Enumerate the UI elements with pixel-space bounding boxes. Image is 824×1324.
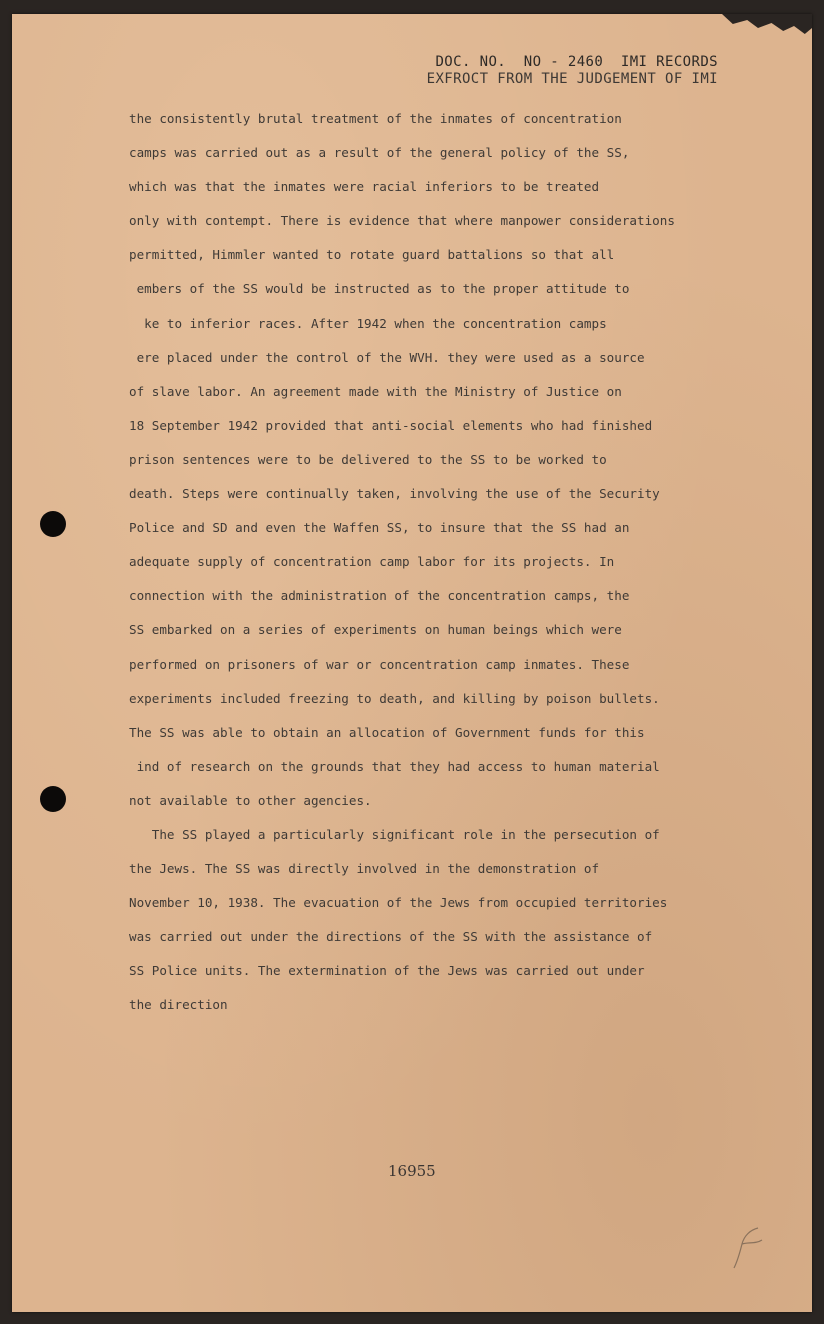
text-line: connection with the administration of the concentration camps, the [129,588,630,604]
pencil-mark-icon [728,1222,768,1272]
text-line: death. Steps were continually taken, involving the use of the Security [129,486,660,502]
text-line: ind of research on the grounds that they had access to human material [129,758,660,774]
text-line: ke to inferior races. After 1942 when the concentration camps [129,315,607,331]
text-line: SS embarked on a series of experiments on human beings which were [129,622,622,638]
text-line: SS Police units. The extermination of the Jews was carried out under [129,963,645,979]
text-line: adequate supply of concentration camp labor for its projects. In [129,554,615,570]
text-line: not available to other agencies. [129,792,372,808]
text-line: November 10, 1938. The evacuation of the Jews from occupied territories [129,895,668,911]
text-line: of slave labor. An agreement made with the Ministry of Justice on [129,383,622,399]
torn-corner [722,14,812,34]
text-line: ere placed under the control of the WVH. they were used as a source [129,349,645,365]
text-line: which was that the inmates were racial inferiors to be treated [129,179,600,195]
text-line: Police and SD and even the Waffen SS, to insure that the SS had an [129,520,630,536]
text-line: the consistently brutal treatment of the inmates of concentration [129,111,622,126]
text-line: the direction [129,997,228,1013]
text-line: 18 September 1942 provided that anti-social elements who had finished [129,417,653,433]
text-line: prison sentences were to be delivered to the SS to be worked to [129,451,607,467]
document-header [427,54,718,88]
text-line: embers of the SS would be instructed as to the proper attitude to [129,281,630,297]
text-line: was carried out under the directions of the SS with the assistance of [129,929,653,945]
text-line: permitted, Himmler wanted to rotate guard battalions so that all [129,247,615,263]
punch-hole-top [40,511,66,537]
document-page [12,14,812,1312]
doc-number-line: DOC. NO. NO - 2460 IMI RECORDS [435,54,718,70]
text-line: The SS was able to obtain an allocation of Government funds for this [129,724,645,740]
page-number: 16955 [388,1162,436,1180]
body-text [129,102,749,1023]
punch-hole-bottom [40,786,66,812]
text-line: camps was carried out as a result of the general policy of the SS, [129,145,630,161]
text-line: the Jews. The SS was directly involved in the demonstration of [129,861,600,877]
text-line: The SS played a particularly significant role in the persecution of [129,826,660,842]
text-line: only with contempt. There is evidence that where manpower considerations [129,213,675,229]
text-line: experiments included freezing to death, and killing by poison bullets. [129,690,660,706]
extract-title-line: EXFROCT FROM THE JUDGEMENT OF IMI [426,71,718,87]
text-line: performed on prisoners of war or concentration camp inmates. These [129,656,630,672]
